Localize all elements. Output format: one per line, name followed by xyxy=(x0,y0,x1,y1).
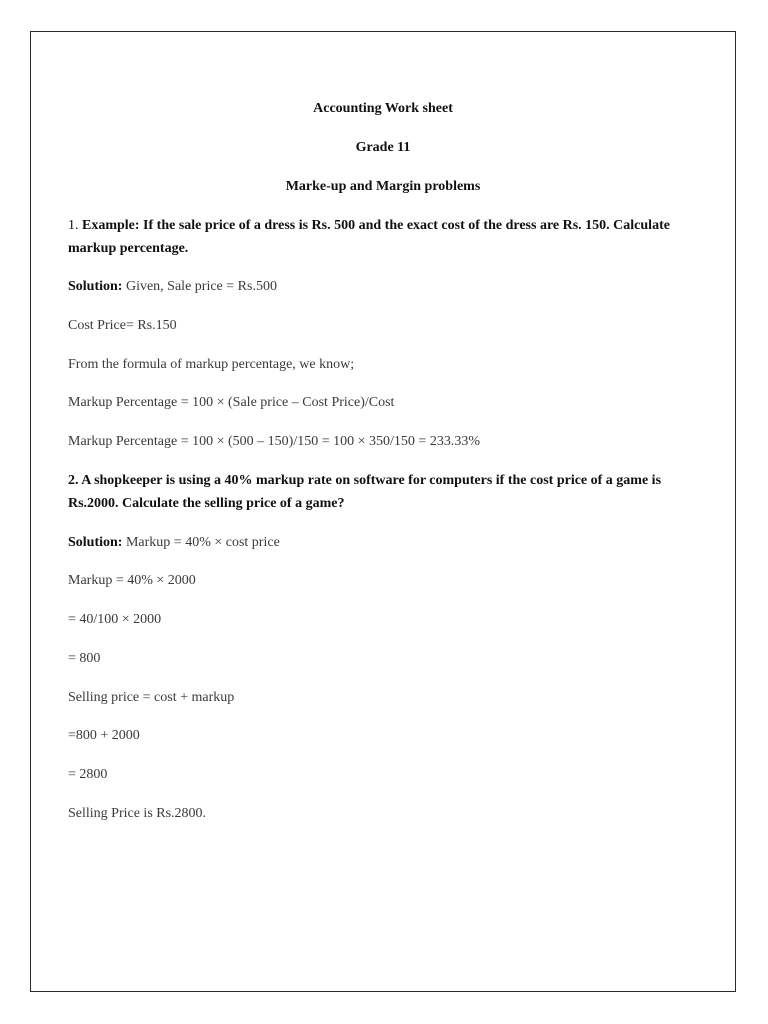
step-line: Cost Price= Rs.150 xyxy=(68,318,177,333)
problem-1-question xyxy=(68,214,705,260)
step-line: Markup Percentage = 100 × (500 – 150)/150 = 100 × 350/150 = 233.33% xyxy=(68,434,480,449)
step-line: = 40/100 × 2000 xyxy=(68,612,162,627)
step-line: From the formula of markup percentage, we know; xyxy=(68,357,355,372)
solution-label: Solution: xyxy=(68,279,123,294)
problem-1-number: 1. xyxy=(68,218,79,233)
problem-1-solution xyxy=(68,275,705,298)
solution-label: Solution: xyxy=(68,535,123,550)
problem-1-text: Example: If the sale price of a dress is Rs. 500 and the exact cost of the dress are Rs. 150. Calculate markup percentage. xyxy=(68,218,670,256)
step-line: Markup Percentage = 100 × (Sale price – Cost Price)/Cost xyxy=(68,395,395,410)
problem-2-solution xyxy=(68,531,705,554)
step-line: =800 + 2000 xyxy=(68,728,140,743)
worksheet-page xyxy=(30,31,736,992)
problem-2-text: 2. A shopkeeper is using a 40% markup rate on software for computers if the cost price of a game is Rs.2000. Calculate the selling price of a game? xyxy=(68,473,662,511)
grade-heading: Grade 11 xyxy=(355,140,411,155)
step-line: = 2800 xyxy=(68,767,108,782)
solution-text: Markup = 40% × cost price xyxy=(125,535,280,550)
page-title: Accounting Work sheet xyxy=(313,101,453,116)
step-line: Selling Price is Rs.2800. xyxy=(68,806,207,821)
step-line: Markup = 40% × 2000 xyxy=(68,573,196,588)
problem-2-question xyxy=(68,469,705,515)
solution-text: Given, Sale price = Rs.500 xyxy=(125,279,277,294)
step-line: Selling price = cost + markup xyxy=(68,690,235,705)
step-line: = 800 xyxy=(68,651,101,666)
section-subtitle: Marke-up and Margin problems xyxy=(285,179,481,194)
